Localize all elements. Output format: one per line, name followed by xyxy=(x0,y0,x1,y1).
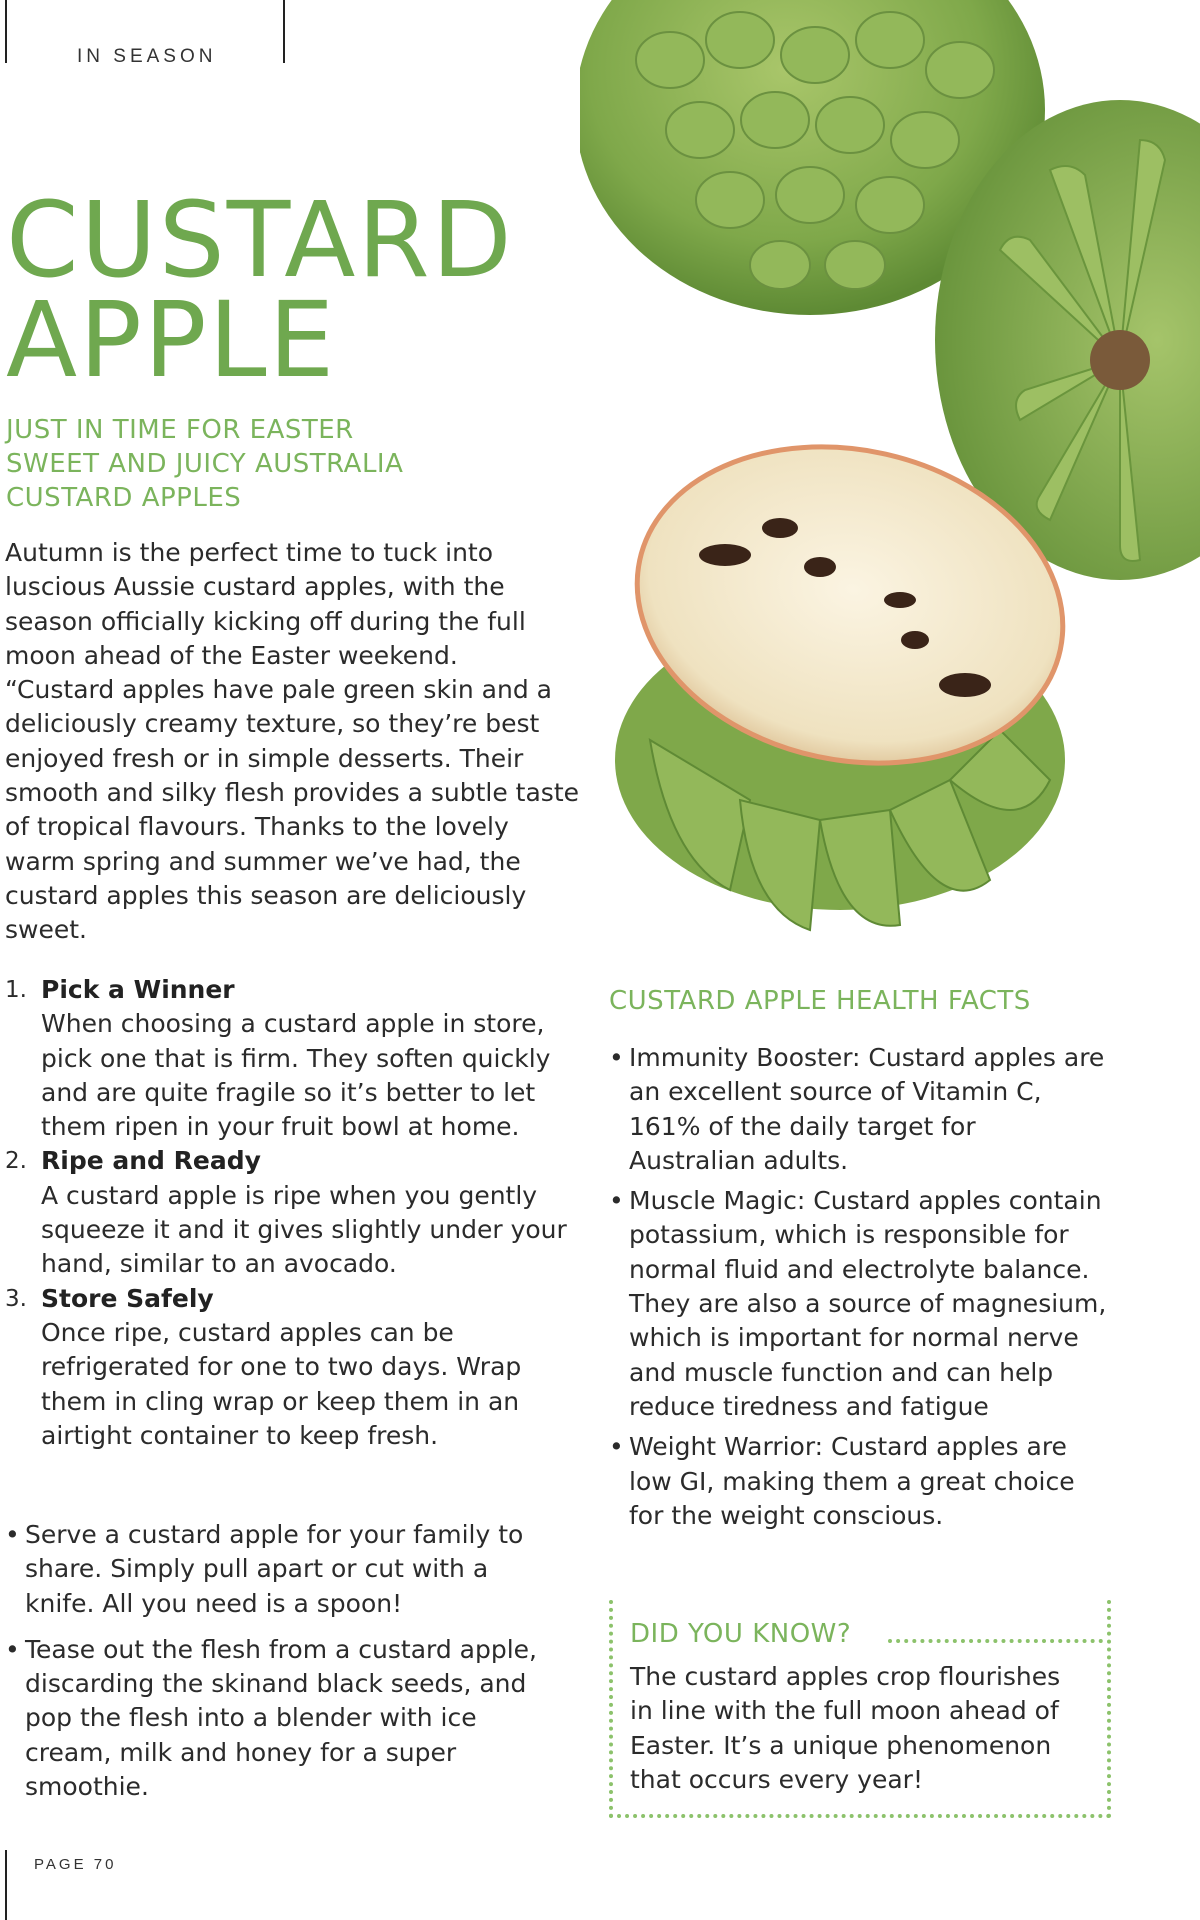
did-you-know-body: The custard apples crop flourishes in line with the full moon ahead of Easter. It’s a unique phenomenon that occurs every year! xyxy=(630,1662,1061,1794)
did-you-know-dotted-rule xyxy=(888,1639,1103,1643)
tip-number: 3. xyxy=(5,1285,27,1312)
tip-body: Once ripe, custard apples can be refrigerated for one to two days. Wrap them in cling wrap or keep them in an airtight container to keep fresh. xyxy=(41,1317,522,1450)
title-line-1: CUSTARD xyxy=(6,179,514,301)
footer-rule xyxy=(5,1850,7,1920)
health-fact: • Weight Warrior: Custard apples are low GI, making them a great choice for the weight conscious. xyxy=(609,1430,1109,1533)
serving-bullets xyxy=(5,1518,565,1816)
tip-title: Store Safely xyxy=(41,1283,214,1313)
tips-list xyxy=(5,973,575,1453)
title-line-2: APPLE xyxy=(6,279,337,401)
header-rule-right xyxy=(283,0,285,63)
serving-bullet: • Serve a custard apple for your family to share. Simply pull apart or cut with a knife. All you need is a spoon! xyxy=(5,1518,565,1621)
tip-item xyxy=(5,973,575,1144)
header-rule-left xyxy=(5,0,7,63)
tip-item xyxy=(5,1282,575,1453)
section-label: IN SEASON xyxy=(77,46,217,67)
intro-text xyxy=(5,536,580,948)
subtitle-line-2: SWEET AND JUICY AUSTRALIA xyxy=(6,449,404,479)
subtitle-line-1: JUST IN TIME FOR EASTER xyxy=(6,415,354,445)
health-fact: • Immunity Booster: Custard apples are an excellent source of Vitamin C, 161% of the daily target for Australian adults. xyxy=(609,1041,1109,1178)
intro-paragraph-1: Autumn is the perfect time to tuck into luscious Aussie custard apples, with the season officially kicking off during the full moon ahead of the Easter weekend. xyxy=(5,538,526,670)
did-you-know-title: DID YOU KNOW? xyxy=(630,1619,861,1649)
tip-number: 1. xyxy=(5,977,27,1003)
page-title xyxy=(6,179,514,401)
custard-apple-photo xyxy=(580,0,1200,960)
serving-bullet: • Tease out the flesh from a custard apple, discarding the skinand black seeds, and pop the flesh into a blender with ice cream, milk and honey for a super smoothie. xyxy=(5,1633,565,1804)
tip-number: 2. xyxy=(5,1148,27,1175)
intro-paragraph-2: “Custard apples have pale green skin and a deliciously creamy texture, so they’re best enjoyed fresh or in simple desserts. Their smooth and silky flesh provides a subtle taste of tropical flavours. Thanks to the lovely warm spring and summer we’ve had, the custard apples this season are deliciously sweet. xyxy=(5,675,579,945)
subtitle-line-3: CUSTARD APPLES xyxy=(6,483,242,513)
tip-body: A custard apple is ripe when you gently squeeze it and it gives slightly under your hand, similar to an avocado. xyxy=(41,1180,567,1279)
tip-title: Ripe and Ready xyxy=(41,1146,261,1176)
tip-item xyxy=(5,1144,575,1281)
tip-title: Pick a Winner xyxy=(41,975,235,1004)
page-number: PAGE 70 xyxy=(34,1856,117,1873)
tip-body: When choosing a custard apple in store, pick one that is firm. They soften quickly and are quite fragile so it’s better to let them ripen in your fruit bowl at home. xyxy=(41,1009,551,1142)
health-facts-list xyxy=(609,1041,1109,1539)
health-fact: • Muscle Magic: Custard apples contain potassium, which is responsible for normal fluid and electrolyte balance. They are also a source of magnesium, which is important for normal nerve and muscle function and can help reduce tiredness and fatigue xyxy=(609,1184,1109,1424)
health-facts-title: CUSTARD APPLE HEALTH FACTS xyxy=(609,986,1031,1016)
subtitle xyxy=(6,413,566,515)
